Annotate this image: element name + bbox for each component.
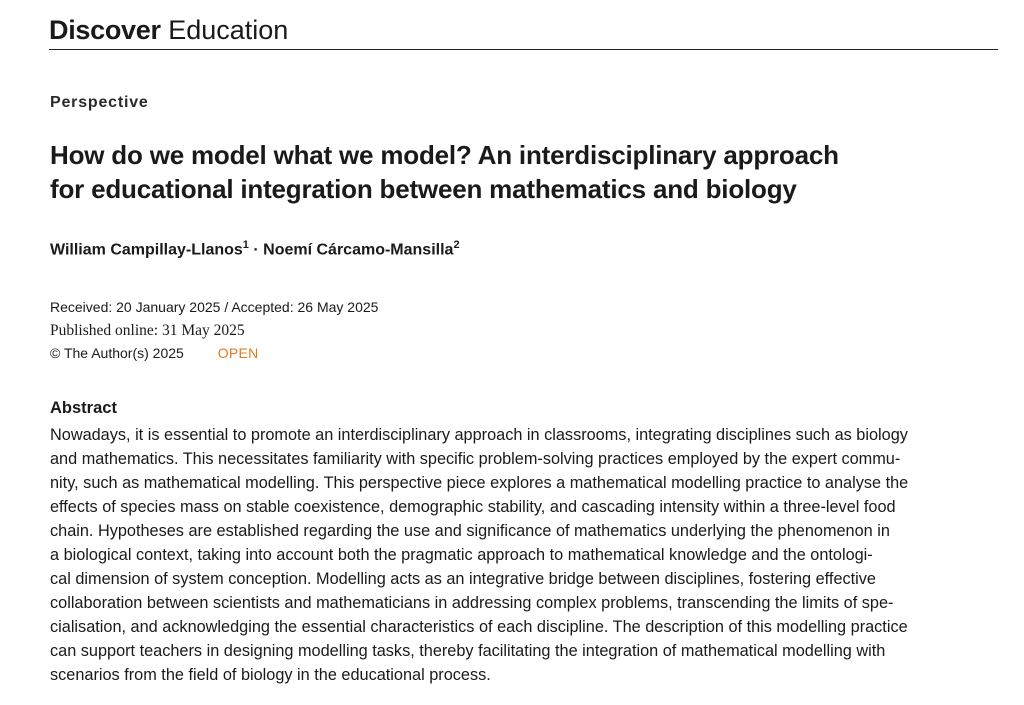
copyright-row: [50, 342, 378, 365]
article-type: Perspective: [50, 94, 149, 111]
author-separator: ·: [253, 241, 259, 259]
author-list: [50, 239, 460, 259]
abstract-line: chain. Hypotheses are established regarding the use and significance of mathematics underlying the phenomenon in: [50, 522, 890, 540]
article-title-line: How do we model what we model? An interdisciplinary approach: [50, 140, 839, 170]
journal-header: [49, 12, 998, 50]
abstract-line: and mathematics. This necessitates familiarity with specific problem-solving practices employed by the expert commu-: [50, 450, 901, 468]
abstract-line: collaboration between scientists and mathematicians in addressing complex problems, transcending the limits of spe-: [50, 594, 894, 612]
abstract-heading: Abstract: [50, 399, 117, 417]
abstract-line: cal dimension of system conception. Modelling acts as an integrative bridge between disciplines, fostering effective: [50, 570, 876, 588]
received-accepted-date: Received: 20 January 2025 / Accepted: 26 May 2025: [50, 299, 379, 315]
open-access-badge[interactable]: OPEN: [217, 345, 259, 361]
abstract-line: can support teachers in designing modelling tasks, thereby facilitating the integration of mathematical modelling with: [50, 642, 886, 660]
abstract-line: cialisation, and acknowledging the essential characteristics of each discipline. The description of this modelling practice: [50, 618, 908, 636]
author-name[interactable]: Noemí Cárcamo-Mansilla: [263, 241, 454, 259]
article-title: [50, 138, 950, 206]
author-name[interactable]: William Campillay-Llanos: [50, 241, 243, 259]
abstract-line: scenarios from the field of biology in the educational process.: [50, 666, 491, 684]
journal-name-rest: Education: [168, 15, 289, 45]
author-affiliation: 2: [453, 239, 460, 251]
article-title-line: for educational integration between mathematics and biology: [50, 174, 797, 204]
journal-name-bold: Discover: [49, 15, 161, 45]
copyright-notice: © The Author(s) 2025: [50, 345, 184, 361]
abstract-line: Nowadays, it is essential to promote an interdisciplinary approach in classrooms, integrating disciplines such as biology: [50, 426, 908, 444]
abstract-line: a biological context, taking into account both the pragmatic approach to mathematical knowledge and the ontologi-: [50, 546, 873, 564]
abstract-body: [50, 423, 1000, 687]
author-affiliation: 1: [242, 239, 249, 251]
abstract-line: nity, such as mathematical modelling. This perspective piece explores a mathematical modelling practice to analyse the: [50, 474, 909, 492]
abstract-line: effects of species mass on stable coexistence, demographic stability, and cascading intensity within a three-level food: [50, 498, 896, 516]
article-dates: [50, 296, 378, 365]
published-date: Published online: 31 May 2025: [50, 322, 245, 339]
